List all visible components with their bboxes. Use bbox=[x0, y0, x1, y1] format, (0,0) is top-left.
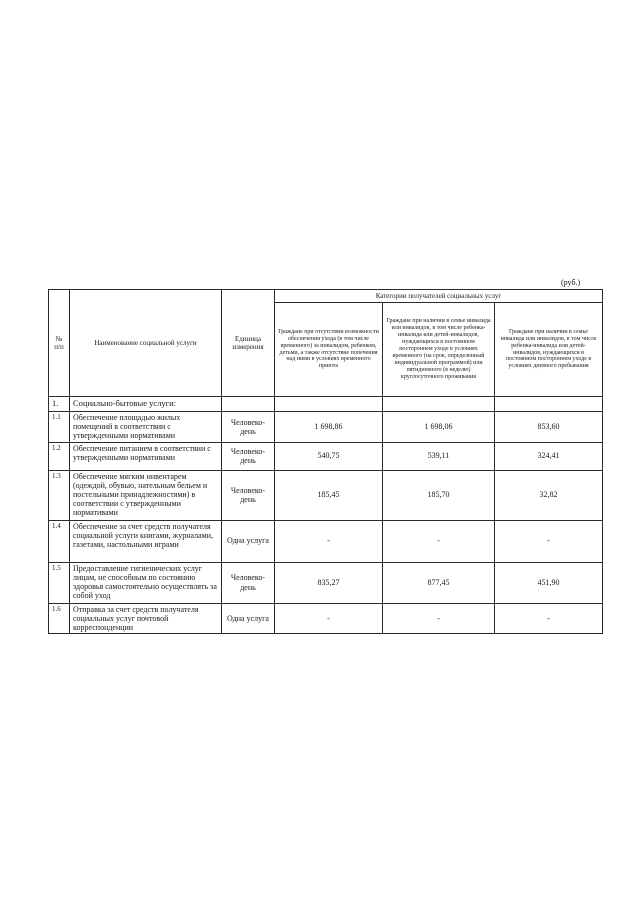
row-service-name: Обеспечение площадью жилых помещений в соответствии с утвержденными нормативами bbox=[70, 412, 222, 443]
row-value-cat2: 877,45 bbox=[383, 562, 495, 603]
row-service-name: Предоставление гигиенических услуг лицам, не способным по состоянию здоровья самостоятельно осуществлять за собой уход bbox=[70, 562, 222, 603]
row-value-cat2: 185,70 bbox=[383, 470, 495, 520]
row-value-cat2: - bbox=[383, 603, 495, 634]
row-value-cat3: - bbox=[495, 603, 603, 634]
row-num: 1.2 bbox=[49, 442, 70, 470]
row-service-name: Отправка за счет средств получателя социальных услуг почтовой корреспонденции bbox=[70, 603, 222, 634]
table-row bbox=[49, 470, 603, 520]
row-num: 1.1 bbox=[49, 412, 70, 443]
table-row bbox=[49, 412, 603, 443]
row-unit: Человеко-день bbox=[222, 562, 275, 603]
row-num: 1.4 bbox=[49, 520, 70, 562]
table-row bbox=[49, 442, 603, 470]
row-value-cat1: 1 698,86 bbox=[275, 412, 383, 443]
row-num: 1.5 bbox=[49, 562, 70, 603]
row-service-name: Обеспечение питанием в соответствии с утвержденными нормативами bbox=[70, 442, 222, 470]
header-unit: Единица измерения bbox=[222, 290, 275, 397]
table-row bbox=[49, 603, 603, 634]
header-category-2: Граждане при наличии в семье инвалида или инвалидов, в том числе ребенка-инвалида или детей-инвалидов, нуждающихся в постоянном постороннем уходе в условиях временного (на срок, определенный индивидуальной программой) или пятидневного (в неделю) круглосуточного проживания bbox=[383, 303, 495, 397]
table-row bbox=[49, 520, 603, 562]
section-row bbox=[49, 397, 603, 412]
row-value-cat1: - bbox=[275, 603, 383, 634]
row-service-name: Обеспечение за счет средств получателя социальной услуги книгами, журналами, газетами, настольными играми bbox=[70, 520, 222, 562]
row-value-cat2: 1 698,06 bbox=[383, 412, 495, 443]
row-unit: Человеко-день bbox=[222, 412, 275, 443]
row-value-cat3: 32,82 bbox=[495, 470, 603, 520]
row-value-cat3: 324,41 bbox=[495, 442, 603, 470]
section-num: 1. bbox=[49, 397, 70, 412]
table-row bbox=[49, 562, 603, 603]
header-name: Наименование социальной услуги bbox=[70, 290, 222, 397]
row-value-cat1: 185,45 bbox=[275, 470, 383, 520]
header-num: № п/п bbox=[49, 290, 70, 397]
row-num: 1.6 bbox=[49, 603, 70, 634]
header-category-1: Граждане при отсутствии возможности обеспечения ухода (в том числе временного) за инвалидом, ребенком, детьми, а также отсутствие попечения над ними в условиях временного приюта bbox=[275, 303, 383, 397]
row-value-cat2: - bbox=[383, 520, 495, 562]
tariff-table bbox=[48, 289, 603, 634]
row-value-cat1: 540,75 bbox=[275, 442, 383, 470]
section-title: Социально-бытовые услуги: bbox=[70, 397, 222, 412]
header-category-3: Граждане при наличии в семье инвалида или инвалидов, в том числе ребенка-инвалида или детей-инвалидов, нуждающихся в постоянном постороннем уходе в условиях дневного пребывания bbox=[495, 303, 603, 397]
row-unit: Человеко-день bbox=[222, 470, 275, 520]
row-service-name: Обеспечение мягким инвентарем (одеждой, обувью, нательным бельем и постельными принадлежностями) в соответствии с утвержденными нормативами bbox=[70, 470, 222, 520]
row-unit: Одна услуга bbox=[222, 520, 275, 562]
row-value-cat2: 539,11 bbox=[383, 442, 495, 470]
row-value-cat3: 451,90 bbox=[495, 562, 603, 603]
header-categories-title: Категории получателей социальных услуг bbox=[275, 290, 603, 303]
row-value-cat1: 835,27 bbox=[275, 562, 383, 603]
row-value-cat1: - bbox=[275, 520, 383, 562]
row-value-cat3: 853,60 bbox=[495, 412, 603, 443]
row-unit: Одна услуга bbox=[222, 603, 275, 634]
unit-note: (руб.) bbox=[561, 278, 581, 287]
row-num: 1.3 bbox=[49, 470, 70, 520]
row-value-cat3: - bbox=[495, 520, 603, 562]
row-unit: Человеко-день bbox=[222, 442, 275, 470]
